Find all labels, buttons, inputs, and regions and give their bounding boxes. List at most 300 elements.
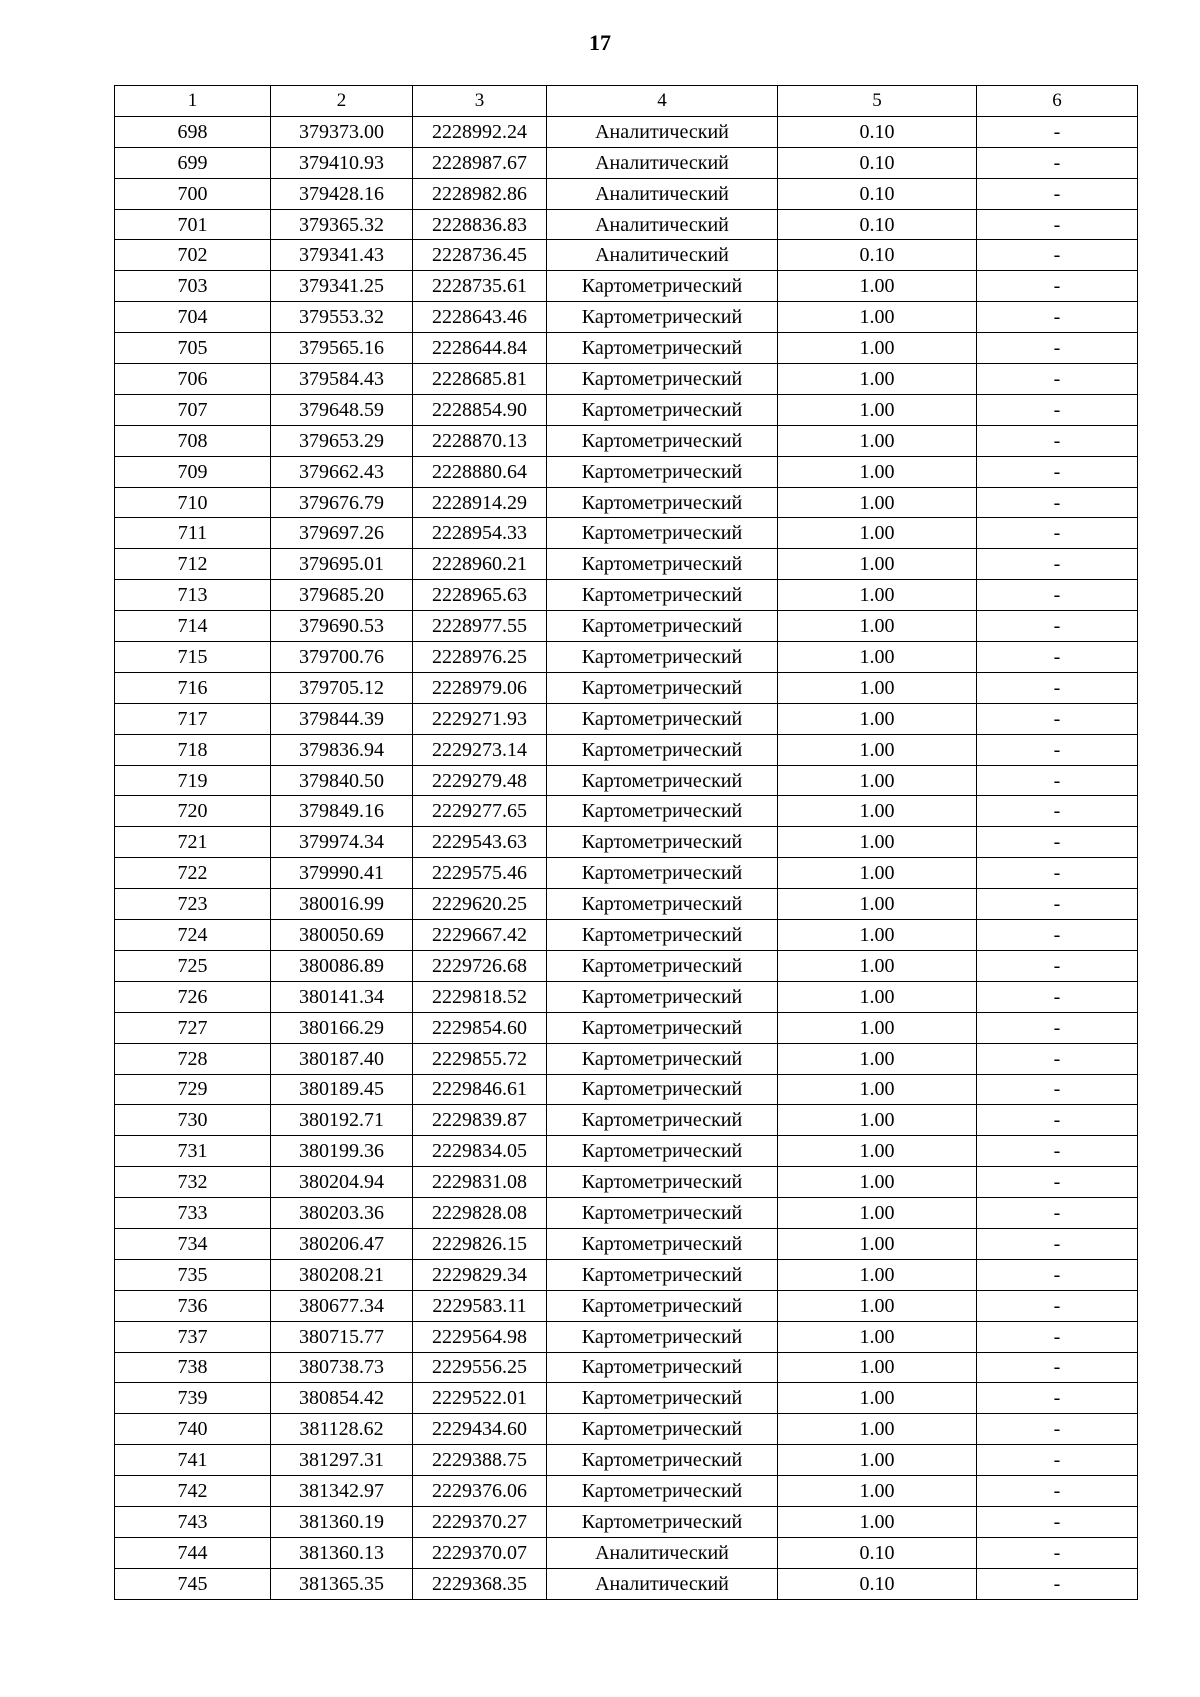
method-cell: Аналитический: [547, 116, 778, 147]
table-row: [115, 950, 1138, 981]
x-coordinate-cell: 379428.16: [271, 178, 413, 209]
method-cell: Картометрический: [547, 1445, 778, 1476]
description-cell: -: [977, 1198, 1138, 1229]
table-row: [115, 394, 1138, 425]
accuracy-cell: 1.00: [778, 950, 977, 981]
accuracy-cell: 1.00: [778, 1321, 977, 1352]
method-cell: Картометрический: [547, 518, 778, 549]
method-cell: Картометрический: [547, 1506, 778, 1537]
point-number-cell: 714: [115, 611, 271, 642]
description-cell: -: [977, 1476, 1138, 1507]
accuracy-cell: 1.00: [778, 487, 977, 518]
y-coordinate-cell: 2229667.42: [413, 920, 547, 951]
y-coordinate-cell: 2229273.14: [413, 734, 547, 765]
table-row: [115, 796, 1138, 827]
description-cell: -: [977, 1537, 1138, 1568]
table-row: [115, 672, 1138, 703]
accuracy-cell: 1.00: [778, 1136, 977, 1167]
y-coordinate-cell: 2229834.05: [413, 1136, 547, 1167]
y-coordinate-cell: 2229370.27: [413, 1506, 547, 1537]
table-row: [115, 920, 1138, 951]
table-row: [115, 889, 1138, 920]
x-coordinate-cell: 381365.35: [271, 1568, 413, 1599]
y-coordinate-cell: 2228982.86: [413, 178, 547, 209]
point-number-cell: 740: [115, 1414, 271, 1445]
method-cell: Картометрический: [547, 981, 778, 1012]
method-cell: Картометрический: [547, 1198, 778, 1229]
x-coordinate-cell: 379695.01: [271, 549, 413, 580]
description-cell: -: [977, 1259, 1138, 1290]
method-cell: Картометрический: [547, 1476, 778, 1507]
description-cell: -: [977, 209, 1138, 240]
accuracy-cell: 1.00: [778, 611, 977, 642]
x-coordinate-cell: 379836.94: [271, 734, 413, 765]
method-cell: Картометрический: [547, 1290, 778, 1321]
point-number-cell: 738: [115, 1352, 271, 1383]
column-header-4: 4: [547, 86, 778, 117]
description-cell: -: [977, 1383, 1138, 1414]
y-coordinate-cell: 2229829.34: [413, 1259, 547, 1290]
x-coordinate-cell: 380738.73: [271, 1352, 413, 1383]
method-cell: Картометрический: [547, 1136, 778, 1167]
point-number-cell: 710: [115, 487, 271, 518]
y-coordinate-cell: 2229543.63: [413, 827, 547, 858]
method-cell: Картометрический: [547, 394, 778, 425]
accuracy-cell: 1.00: [778, 1043, 977, 1074]
x-coordinate-cell: 381360.19: [271, 1506, 413, 1537]
accuracy-cell: 1.00: [778, 1383, 977, 1414]
x-coordinate-cell: 380141.34: [271, 981, 413, 1012]
x-coordinate-cell: 380086.89: [271, 950, 413, 981]
x-coordinate-cell: 379662.43: [271, 456, 413, 487]
y-coordinate-cell: 2228965.63: [413, 580, 547, 611]
table-row: [115, 858, 1138, 889]
accuracy-cell: 1.00: [778, 580, 977, 611]
point-number-cell: 727: [115, 1012, 271, 1043]
table-row: [115, 1167, 1138, 1198]
x-coordinate-cell: 380715.77: [271, 1321, 413, 1352]
accuracy-cell: 1.00: [778, 394, 977, 425]
description-cell: -: [977, 364, 1138, 395]
x-coordinate-cell: 380208.21: [271, 1259, 413, 1290]
table-row: [115, 734, 1138, 765]
description-cell: -: [977, 240, 1138, 271]
description-cell: -: [977, 549, 1138, 580]
method-cell: Аналитический: [547, 1568, 778, 1599]
table-row: [115, 333, 1138, 364]
x-coordinate-cell: 379840.50: [271, 765, 413, 796]
description-cell: -: [977, 796, 1138, 827]
y-coordinate-cell: 2229277.65: [413, 796, 547, 827]
table-row: [115, 1290, 1138, 1321]
point-number-cell: 709: [115, 456, 271, 487]
method-cell: Картометрический: [547, 487, 778, 518]
table-row: [115, 1074, 1138, 1105]
accuracy-cell: 1.00: [778, 1167, 977, 1198]
method-cell: Картометрический: [547, 1383, 778, 1414]
description-cell: -: [977, 950, 1138, 981]
x-coordinate-cell: 379990.41: [271, 858, 413, 889]
y-coordinate-cell: 2229368.35: [413, 1568, 547, 1599]
method-cell: Аналитический: [547, 240, 778, 271]
method-cell: Картометрический: [547, 765, 778, 796]
point-number-cell: 733: [115, 1198, 271, 1229]
accuracy-cell: 1.00: [778, 333, 977, 364]
accuracy-cell: 0.10: [778, 1537, 977, 1568]
point-number-cell: 698: [115, 116, 271, 147]
table-row: [115, 1476, 1138, 1507]
y-coordinate-cell: 2229522.01: [413, 1383, 547, 1414]
description-cell: -: [977, 487, 1138, 518]
x-coordinate-cell: 379700.76: [271, 642, 413, 673]
description-cell: -: [977, 642, 1138, 673]
description-cell: -: [977, 1012, 1138, 1043]
method-cell: Аналитический: [547, 1537, 778, 1568]
y-coordinate-cell: 2228954.33: [413, 518, 547, 549]
table-row: [115, 302, 1138, 333]
point-number-cell: 699: [115, 147, 271, 178]
table-row: [115, 703, 1138, 734]
point-number-cell: 730: [115, 1105, 271, 1136]
x-coordinate-cell: 380206.47: [271, 1228, 413, 1259]
point-number-cell: 704: [115, 302, 271, 333]
x-coordinate-cell: 379565.16: [271, 333, 413, 364]
accuracy-cell: 0.10: [778, 178, 977, 209]
method-cell: Картометрический: [547, 1043, 778, 1074]
x-coordinate-cell: 380204.94: [271, 1167, 413, 1198]
x-coordinate-cell: 379974.34: [271, 827, 413, 858]
y-coordinate-cell: 2229855.72: [413, 1043, 547, 1074]
y-coordinate-cell: 2228836.83: [413, 209, 547, 240]
method-cell: Картометрический: [547, 1012, 778, 1043]
y-coordinate-cell: 2229828.08: [413, 1198, 547, 1229]
description-cell: -: [977, 1290, 1138, 1321]
method-cell: Картометрический: [547, 734, 778, 765]
accuracy-cell: 1.00: [778, 920, 977, 951]
point-number-cell: 716: [115, 672, 271, 703]
point-number-cell: 726: [115, 981, 271, 1012]
table-row: [115, 1568, 1138, 1599]
x-coordinate-cell: 380199.36: [271, 1136, 413, 1167]
table-row: [115, 1537, 1138, 1568]
method-cell: Картометрический: [547, 1321, 778, 1352]
y-coordinate-cell: 2228644.84: [413, 333, 547, 364]
x-coordinate-cell: 379341.25: [271, 271, 413, 302]
accuracy-cell: 1.00: [778, 981, 977, 1012]
table-row: [115, 1383, 1138, 1414]
y-coordinate-cell: 2229583.11: [413, 1290, 547, 1321]
accuracy-cell: 1.00: [778, 425, 977, 456]
table-row: [115, 1352, 1138, 1383]
point-number-cell: 743: [115, 1506, 271, 1537]
table-row: [115, 240, 1138, 271]
accuracy-cell: 1.00: [778, 734, 977, 765]
accuracy-cell: 1.00: [778, 703, 977, 734]
method-cell: Аналитический: [547, 147, 778, 178]
accuracy-cell: 1.00: [778, 549, 977, 580]
x-coordinate-cell: 380854.42: [271, 1383, 413, 1414]
table-row: [115, 116, 1138, 147]
point-number-cell: 745: [115, 1568, 271, 1599]
accuracy-cell: 1.00: [778, 1105, 977, 1136]
method-cell: Картометрический: [547, 827, 778, 858]
y-coordinate-cell: 2228685.81: [413, 364, 547, 395]
description-cell: -: [977, 672, 1138, 703]
description-cell: -: [977, 456, 1138, 487]
y-coordinate-cell: 2229388.75: [413, 1445, 547, 1476]
x-coordinate-cell: 379410.93: [271, 147, 413, 178]
table-row: [115, 364, 1138, 395]
table-row: [115, 580, 1138, 611]
method-cell: Картометрический: [547, 364, 778, 395]
accuracy-cell: 1.00: [778, 518, 977, 549]
description-cell: -: [977, 333, 1138, 364]
table-row: [115, 518, 1138, 549]
x-coordinate-cell: 379844.39: [271, 703, 413, 734]
x-coordinate-cell: 379697.26: [271, 518, 413, 549]
y-coordinate-cell: 2228976.25: [413, 642, 547, 673]
y-coordinate-cell: 2228880.64: [413, 456, 547, 487]
accuracy-cell: 1.00: [778, 765, 977, 796]
description-cell: -: [977, 1506, 1138, 1537]
accuracy-cell: 0.10: [778, 147, 977, 178]
description-cell: -: [977, 394, 1138, 425]
method-cell: Картометрический: [547, 611, 778, 642]
page-number: 17: [589, 30, 611, 55]
table-row: [115, 209, 1138, 240]
accuracy-cell: 1.00: [778, 796, 977, 827]
point-number-cell: 717: [115, 703, 271, 734]
coordinates-table: [114, 85, 1138, 1600]
y-coordinate-cell: 2229376.06: [413, 1476, 547, 1507]
accuracy-cell: 0.10: [778, 1568, 977, 1599]
description-cell: -: [977, 518, 1138, 549]
y-coordinate-cell: 2228914.29: [413, 487, 547, 518]
accuracy-cell: 1.00: [778, 672, 977, 703]
y-coordinate-cell: 2229556.25: [413, 1352, 547, 1383]
accuracy-cell: 1.00: [778, 1476, 977, 1507]
y-coordinate-cell: 2228643.46: [413, 302, 547, 333]
y-coordinate-cell: 2229434.60: [413, 1414, 547, 1445]
y-coordinate-cell: 2229620.25: [413, 889, 547, 920]
method-cell: Картометрический: [547, 889, 778, 920]
table-row: [115, 1445, 1138, 1476]
description-cell: -: [977, 580, 1138, 611]
y-coordinate-cell: 2228960.21: [413, 549, 547, 580]
accuracy-cell: 1.00: [778, 1506, 977, 1537]
table-row: [115, 827, 1138, 858]
y-coordinate-cell: 2229818.52: [413, 981, 547, 1012]
y-coordinate-cell: 2228987.67: [413, 147, 547, 178]
x-coordinate-cell: 379553.32: [271, 302, 413, 333]
description-cell: -: [977, 1352, 1138, 1383]
table-row: [115, 765, 1138, 796]
point-number-cell: 736: [115, 1290, 271, 1321]
y-coordinate-cell: 2229826.15: [413, 1228, 547, 1259]
accuracy-cell: 1.00: [778, 642, 977, 673]
accuracy-cell: 1.00: [778, 1228, 977, 1259]
y-coordinate-cell: 2228736.45: [413, 240, 547, 271]
x-coordinate-cell: 380187.40: [271, 1043, 413, 1074]
y-coordinate-cell: 2229575.46: [413, 858, 547, 889]
point-number-cell: 719: [115, 765, 271, 796]
y-coordinate-cell: 2229854.60: [413, 1012, 547, 1043]
method-cell: Картометрический: [547, 672, 778, 703]
description-cell: -: [977, 1105, 1138, 1136]
point-number-cell: 708: [115, 425, 271, 456]
y-coordinate-cell: 2229846.61: [413, 1074, 547, 1105]
x-coordinate-cell: 379365.32: [271, 209, 413, 240]
table-header: [115, 86, 1138, 117]
point-number-cell: 701: [115, 209, 271, 240]
table-row: [115, 1012, 1138, 1043]
table-row: [115, 487, 1138, 518]
x-coordinate-cell: 380050.69: [271, 920, 413, 951]
x-coordinate-cell: 380166.29: [271, 1012, 413, 1043]
description-cell: -: [977, 734, 1138, 765]
x-coordinate-cell: 379373.00: [271, 116, 413, 147]
y-coordinate-cell: 2229726.68: [413, 950, 547, 981]
point-number-cell: 724: [115, 920, 271, 951]
description-cell: -: [977, 271, 1138, 302]
table-row: [115, 1414, 1138, 1445]
table-row: [115, 178, 1138, 209]
x-coordinate-cell: 379648.59: [271, 394, 413, 425]
table-row: [115, 425, 1138, 456]
method-cell: Картометрический: [547, 302, 778, 333]
method-cell: Картометрический: [547, 580, 778, 611]
accuracy-cell: 1.00: [778, 858, 977, 889]
method-cell: Картометрический: [547, 1414, 778, 1445]
x-coordinate-cell: 379705.12: [271, 672, 413, 703]
description-cell: -: [977, 1167, 1138, 1198]
description-cell: -: [977, 703, 1138, 734]
accuracy-cell: 1.00: [778, 302, 977, 333]
point-number-cell: 741: [115, 1445, 271, 1476]
table-row: [115, 549, 1138, 580]
point-number-cell: 737: [115, 1321, 271, 1352]
column-header-2: 2: [271, 86, 413, 117]
method-cell: Картометрический: [547, 271, 778, 302]
y-coordinate-cell: 2228977.55: [413, 611, 547, 642]
x-coordinate-cell: 380203.36: [271, 1198, 413, 1229]
point-number-cell: 712: [115, 549, 271, 580]
accuracy-cell: 0.10: [778, 240, 977, 271]
method-cell: Картометрический: [547, 703, 778, 734]
point-number-cell: 729: [115, 1074, 271, 1105]
point-number-cell: 707: [115, 394, 271, 425]
y-coordinate-cell: 2229370.07: [413, 1537, 547, 1568]
x-coordinate-cell: 379341.43: [271, 240, 413, 271]
table-row: [115, 456, 1138, 487]
y-coordinate-cell: 2229839.87: [413, 1105, 547, 1136]
method-cell: Картометрический: [547, 920, 778, 951]
method-cell: Картометрический: [547, 642, 778, 673]
x-coordinate-cell: 379849.16: [271, 796, 413, 827]
point-number-cell: 723: [115, 889, 271, 920]
point-number-cell: 722: [115, 858, 271, 889]
point-number-cell: 742: [115, 1476, 271, 1507]
point-number-cell: 744: [115, 1537, 271, 1568]
method-cell: Аналитический: [547, 178, 778, 209]
point-number-cell: 739: [115, 1383, 271, 1414]
point-number-cell: 734: [115, 1228, 271, 1259]
y-coordinate-cell: 2229279.48: [413, 765, 547, 796]
description-cell: -: [977, 858, 1138, 889]
method-cell: Картометрический: [547, 425, 778, 456]
description-cell: -: [977, 889, 1138, 920]
x-coordinate-cell: 381360.13: [271, 1537, 413, 1568]
x-coordinate-cell: 380016.99: [271, 889, 413, 920]
method-cell: Картометрический: [547, 858, 778, 889]
accuracy-cell: 1.00: [778, 1290, 977, 1321]
description-cell: -: [977, 425, 1138, 456]
point-number-cell: 713: [115, 580, 271, 611]
x-coordinate-cell: 381128.62: [271, 1414, 413, 1445]
column-header-6: 6: [977, 86, 1138, 117]
point-number-cell: 731: [115, 1136, 271, 1167]
method-cell: Картометрический: [547, 950, 778, 981]
description-cell: -: [977, 302, 1138, 333]
x-coordinate-cell: 379676.79: [271, 487, 413, 518]
header-row: [115, 86, 1138, 117]
description-cell: -: [977, 1321, 1138, 1352]
method-cell: Картометрический: [547, 1074, 778, 1105]
accuracy-cell: 1.00: [778, 364, 977, 395]
description-cell: -: [977, 827, 1138, 858]
description-cell: -: [977, 147, 1138, 178]
table-body: [115, 116, 1138, 1599]
point-number-cell: 705: [115, 333, 271, 364]
point-number-cell: 728: [115, 1043, 271, 1074]
y-coordinate-cell: 2229271.93: [413, 703, 547, 734]
method-cell: Картометрический: [547, 1167, 778, 1198]
description-cell: -: [977, 1414, 1138, 1445]
table-row: [115, 611, 1138, 642]
method-cell: Картометрический: [547, 549, 778, 580]
accuracy-cell: 1.00: [778, 456, 977, 487]
point-number-cell: 721: [115, 827, 271, 858]
point-number-cell: 718: [115, 734, 271, 765]
description-cell: -: [977, 1074, 1138, 1105]
y-coordinate-cell: 2228870.13: [413, 425, 547, 456]
column-header-1: 1: [115, 86, 271, 117]
table-row: [115, 642, 1138, 673]
description-cell: -: [977, 981, 1138, 1012]
table-row: [115, 981, 1138, 1012]
point-number-cell: 706: [115, 364, 271, 395]
method-cell: Картометрический: [547, 456, 778, 487]
accuracy-cell: 0.10: [778, 116, 977, 147]
method-cell: Картометрический: [547, 333, 778, 364]
column-header-5: 5: [778, 86, 977, 117]
description-cell: -: [977, 920, 1138, 951]
accuracy-cell: 0.10: [778, 209, 977, 240]
y-coordinate-cell: 2228992.24: [413, 116, 547, 147]
method-cell: Картометрический: [547, 1352, 778, 1383]
point-number-cell: 735: [115, 1259, 271, 1290]
description-cell: -: [977, 1228, 1138, 1259]
column-header-3: 3: [413, 86, 547, 117]
x-coordinate-cell: 379685.20: [271, 580, 413, 611]
table-row: [115, 1228, 1138, 1259]
point-number-cell: 732: [115, 1167, 271, 1198]
x-coordinate-cell: 380189.45: [271, 1074, 413, 1105]
x-coordinate-cell: 380192.71: [271, 1105, 413, 1136]
x-coordinate-cell: 380677.34: [271, 1290, 413, 1321]
x-coordinate-cell: 379584.43: [271, 364, 413, 395]
accuracy-cell: 1.00: [778, 1414, 977, 1445]
